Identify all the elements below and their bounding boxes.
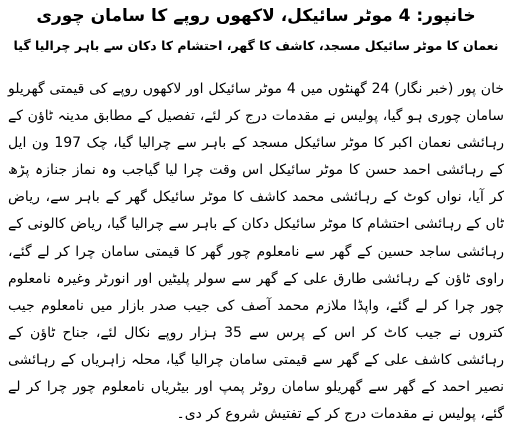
- article-subheadline: نعمان کا موٹر سائیکل مسجد، کاشف کا گھر، احتشام کا دکان سے باہر چرالیا گیا: [13, 38, 499, 53]
- article-headline: خانپور: 4 موٹر سائیکل، لاکھوں روپے کا سامان چوری: [36, 6, 476, 26]
- article-body: خان پور (خبر نگار) 24 گھنٹوں میں 4 موٹر سائیکل اور لاکھوں روپے کی قیمتی گھریلو سامان چوری ہو گیا، پولیس نے مقدمات درج کر لئے، تفصیل کے مطابق مدینہ ٹاؤن کے رہائشی نعمان اکبر کا موٹر سائیکل مسجد کے باہر سے چرالیا گیا، چک 197 ون ایل کے رہائشی احمد حسن کا موٹر سائیکل اس وقت چرا لیا گیاجب وہ نماز جنازہ پڑھ کر آیا، نواں کوٹ کے رہائشی محمد کاشف کا موٹر سائیکل گھر کے باہر سے، ریاض ٹاں کے رہائشی احتشام کا موٹر سائیکل دکان کے باہر سے چرالیا گیا، ریاض کالونی کے رہائشی ساجد حسین کے گھر سے نامعلوم چور گھر کا قیمتی سامان چرا کر لے گئے، راوی ٹاؤن کے رہائشی طارق علی کے گھر سے سولر پلیٹیں اور انورٹر وغیرہ نامعلوم چور چرا کر لے گئے، واپڈا ملازم محمد آصف کی جیب صدر بازار میں نامعلوم جیب کتروں نے جیب کاٹ کر اس کے پرس سے 35 ہزار روپے نکال لئے، جناح ٹاؤن کے رہائشی کاشف علی کے گھر سے قیمتی سامان چرالیا گیا، محلہ زاہریاں کے رہائشی نصیر احمد کے گھر سے گھریلو سامان روٹر پمپ اور بیٹریاں نامعلوم چور چرا کر لے گئے، پولیس نے مقدمات درج کر کے تفتیش شروع کر دی۔: [8, 81, 504, 423]
